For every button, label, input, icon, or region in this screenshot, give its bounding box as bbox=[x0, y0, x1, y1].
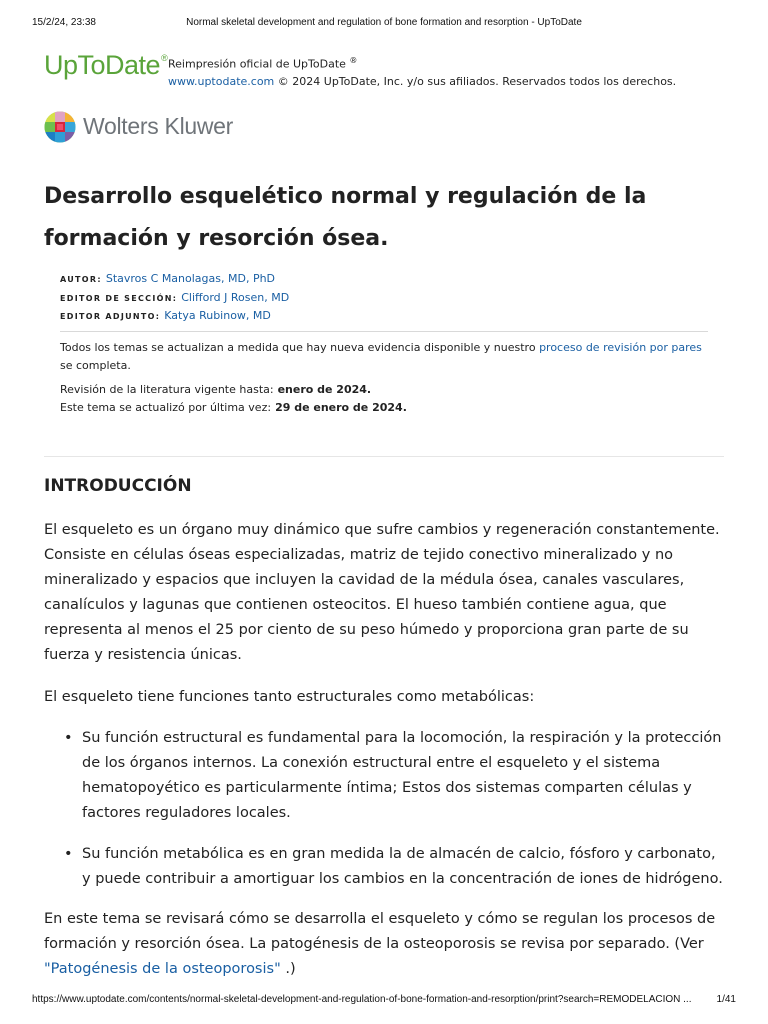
divider bbox=[60, 331, 708, 332]
review-date: enero de 2024. bbox=[277, 383, 372, 396]
page-number: 1/41 bbox=[716, 994, 736, 1005]
print-datetime: 15/2/24, 23:38 bbox=[32, 17, 96, 28]
list-item-text: Su función estructural es fundamental para la locomoción, la respiración y la protección de los órganos internos. La conexión estructural entre el esqueleto y el sistema hematopoyético es particularmente íntima; Estos dos sistemas comparten células y factores reguladores locales. bbox=[82, 730, 722, 821]
bullet-icon: • bbox=[64, 730, 73, 746]
print-url: https://www.uptodate.com/contents/normal-skeletal-development-and-regulation-of-bone-formation-and-resorption/print?search=REMODELACION ... bbox=[32, 994, 692, 1005]
article-title-line1: Desarrollo esquelético normal y regulación de la bbox=[44, 184, 647, 209]
notice-suffix: se completa. bbox=[60, 359, 131, 372]
uptodate-logo-text: UpToDate bbox=[44, 50, 161, 80]
intro-paragraph-1: El esqueleto es un órgano muy dinámico que sufre cambios y regeneración constantemente. Consiste en células óseas especializadas, matriz de tejido conectivo mineralizado y no mineralizado y espacios que incluyen la cavidad de la médula ósea, canales vasculares, canalículos y lagunas que contienen osteocitos. El hueso también contiene agua, que representa al menos el 25 por ciento de su peso húmedo y proporciona gran parte de su fuerza y resistencia únicas. bbox=[44, 522, 720, 663]
updated-date: 29 de enero de 2024. bbox=[275, 401, 407, 414]
credit-author bbox=[60, 270, 289, 289]
article-title bbox=[44, 176, 684, 260]
credit-role: EDITOR DE SECCIÓN: bbox=[60, 293, 178, 303]
branding-row bbox=[44, 50, 728, 90]
intro-paragraph-2: El esqueleto tiene funciones tanto estructurales como metabólicas: bbox=[44, 689, 535, 705]
osteoporosis-link[interactable]: "Patogénesis de la osteoporosis" bbox=[44, 961, 281, 977]
review-dates bbox=[60, 381, 407, 417]
credit-name-link[interactable]: Clifford J Rosen, MD bbox=[181, 290, 290, 304]
paragraph-suffix: .) bbox=[285, 961, 296, 977]
wolters-kluwer-icon bbox=[44, 111, 76, 143]
credit-name-link[interactable]: Stavros C Manolagas, MD, PhD bbox=[105, 272, 276, 285]
notice-text: Todos los temas se actualizan a medida que hay nueva evidencia disponible y nuestro bbox=[60, 341, 536, 354]
reprint-text: Reimpresión oficial de UpToDate bbox=[168, 57, 346, 71]
credit-name-link[interactable]: Katya Rubinow, MD bbox=[164, 309, 271, 322]
bullet-list bbox=[64, 726, 724, 826]
bullet-icon: • bbox=[64, 846, 73, 862]
copyright-text: © 2024 UpToDate, Inc. y/o sus afiliados. Reservados todos los derechos. bbox=[277, 74, 677, 88]
section-divider bbox=[44, 456, 724, 457]
updated-label: Este tema se actualizó por última vez: bbox=[60, 401, 272, 414]
print-page-title: Normal skeletal development and regulation of bone formation and resorption - UpToDate bbox=[186, 17, 582, 28]
credit-role: AUTOR: bbox=[60, 275, 102, 284]
uptodate-site-link[interactable]: www.uptodate.com bbox=[168, 74, 275, 88]
credit-deputy-editor bbox=[60, 307, 289, 326]
list-item bbox=[64, 842, 724, 892]
list-item bbox=[64, 726, 724, 826]
update-notice bbox=[60, 339, 710, 375]
uptodate-logo bbox=[44, 50, 167, 81]
reprint-notice bbox=[168, 52, 676, 90]
registered-mark: ® bbox=[161, 53, 168, 63]
credit-section-editor bbox=[60, 289, 289, 308]
paragraph-text: En este tema se revisará cómo se desarrolla el esqueleto y cómo se regulan los procesos de formación y resorción ósea. La patogénesis de la osteoporosis se revisa por separado. (Ver bbox=[44, 911, 716, 952]
peer-review-link[interactable]: proceso de revisión por pares bbox=[539, 341, 702, 354]
article-credits bbox=[60, 270, 289, 326]
article-title-line2: formación y resorción ósea. bbox=[44, 226, 389, 251]
reprint-mark: ® bbox=[349, 56, 358, 65]
bullet-list bbox=[64, 842, 724, 892]
review-label: Revisión de la literatura vigente hasta: bbox=[60, 383, 274, 396]
intro-paragraph-3 bbox=[44, 907, 734, 982]
credit-role: EDITOR ADJUNTO: bbox=[60, 312, 161, 321]
publisher-name: Wolters Kluwer bbox=[83, 113, 234, 139]
section-heading: INTRODUCCIÓN bbox=[44, 476, 192, 496]
list-item-text: Su función metabólica es en gran medida la de almacén de calcio, fósforo y carbonato, y puede contribuir a amortiguar los cambios en la concentración de iones de hidrógeno. bbox=[82, 846, 723, 887]
